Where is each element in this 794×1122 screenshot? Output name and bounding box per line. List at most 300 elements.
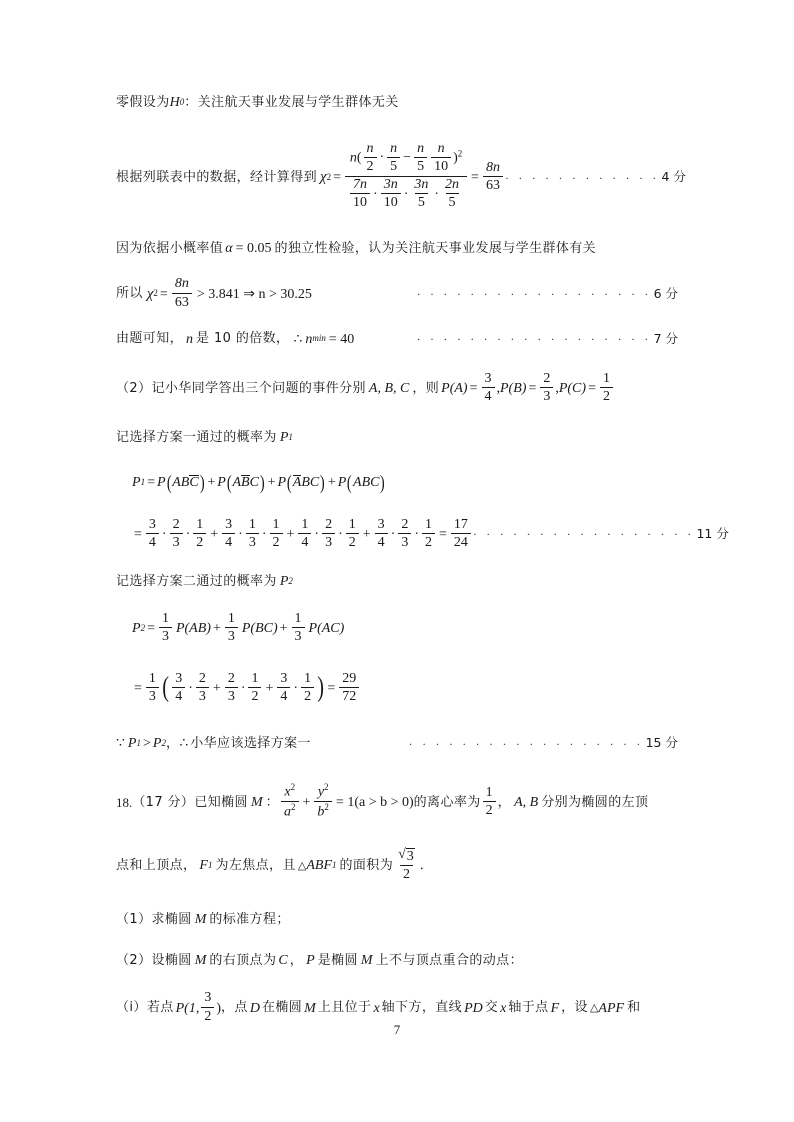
because-symbol: ∵	[116, 736, 125, 752]
c3d: 3	[292, 627, 305, 644]
df4-den: 5	[446, 193, 459, 210]
b-var: b	[317, 804, 325, 820]
nmin-subscript: min	[312, 333, 326, 344]
sub2-text-c: 是椭圆	[317, 953, 358, 969]
p2-formula-line: P 2 = $\frac{1}{3}$ P(AB) + $\frac{1}{3}$ P(BC) + $\frac{1}{3}$ P(AC)	[132, 611, 345, 645]
therefore-symbol: ∴	[293, 331, 303, 347]
p1-result-fraction	[451, 517, 471, 550]
radical-sign: √	[398, 847, 406, 863]
nmin-text-b: 是 10 的倍数，	[196, 331, 290, 347]
pb-num: 2	[543, 370, 551, 386]
alpha-text-b: 的独立性检验，认为关注航天事业发展与学生群体有关	[274, 241, 597, 257]
a-var: a	[284, 804, 292, 820]
sub2i-text-e: 轴下方，直线	[381, 1000, 463, 1016]
pa-num: 3	[484, 370, 492, 386]
p2t2an: 2	[227, 670, 235, 686]
t4f3d: 2	[422, 533, 435, 550]
nf4-num: n	[437, 141, 445, 156]
nf2-den: 5	[387, 157, 400, 174]
t2f1n: 3	[225, 516, 233, 532]
part2-header-line: （2） 记小华同学答出三个问题的事件分别 A, B, C ，则 P(A) = $\frac{3}{4}$ , P(B) = $\frac{2}{3}$ , P(C) = $\frac{1}{2}$	[116, 372, 678, 405]
den-frac-4	[442, 177, 462, 210]
sub2-p-point: P	[306, 953, 315, 969]
sub2i-close-paren: )	[216, 1000, 222, 1016]
p1-term1-cbar: C	[189, 475, 199, 491]
q18-line2	[116, 848, 678, 883]
sub2i-text-i: 和	[627, 1000, 641, 1016]
p2-pbc: P(BC)	[241, 621, 278, 637]
radicand: 3	[406, 849, 414, 865]
prob-c-fraction	[600, 371, 613, 404]
a2-den	[281, 801, 299, 819]
t3f2d: 3	[322, 533, 335, 550]
t1f3n: 1	[196, 516, 204, 532]
area-fraction	[395, 847, 418, 882]
q18-ab-points: A, B	[514, 794, 539, 810]
p2-result-den: 72	[339, 687, 359, 704]
null-hypothesis-line	[116, 92, 678, 113]
df4-num: 2n	[445, 177, 460, 193]
alpha-conclusion-line	[116, 238, 678, 259]
sub2-m2: M	[360, 953, 373, 969]
df1-den: 10	[350, 193, 370, 210]
final-p1-sub: 1	[136, 738, 141, 749]
p2-label-text: 记选择方案二通过的概率为	[116, 573, 277, 589]
t3f3d: 2	[346, 533, 359, 550]
p2-lhs-sub: 2	[140, 622, 146, 633]
final-therefore: ∴	[179, 736, 189, 752]
p1-term1-ab: AB	[172, 475, 190, 491]
num-frac-1	[364, 141, 377, 174]
p1-term3-P: P	[277, 475, 287, 491]
t1f2n: 2	[172, 516, 180, 532]
leader-dots-6: · · · · · · · · · · · · · · · · · ·	[416, 287, 652, 302]
c1d: 3	[159, 627, 172, 644]
p2-equals: =	[147, 621, 155, 637]
focus-f1-sub: 1	[207, 860, 213, 871]
chi-symbol: χ	[320, 169, 327, 186]
prob-a-label: P(A)	[441, 380, 468, 396]
df2-num: 3n	[383, 177, 398, 193]
num-exponent: 2	[457, 148, 463, 159]
sub2i-d-point: D	[249, 1000, 260, 1016]
c1n: 1	[161, 611, 169, 627]
leader-dots-11: · · · · · · · · · · · · · · · · ·	[472, 527, 695, 542]
p1-term3-abar: A	[292, 475, 302, 491]
p2t3bn: 1	[304, 670, 312, 686]
p2t2bn: 1	[251, 670, 259, 686]
part2-text-b: ，则	[412, 380, 440, 396]
nf4-den: 10	[431, 157, 451, 174]
q18-ellipse-m: M	[250, 794, 263, 810]
so-frac-num: 8n	[174, 276, 189, 292]
page-number: 7	[393, 1022, 401, 1037]
result-num: 8n	[485, 160, 500, 176]
part2-text-a: 记小华同学答出三个问题的事件分别	[151, 380, 366, 396]
prob-a-fraction	[482, 371, 495, 404]
sub1-text-a: 求椭圆	[151, 912, 192, 928]
t2f2d: 3	[246, 533, 259, 550]
p2t3ad: 4	[277, 687, 290, 704]
t4f3n: 1	[425, 516, 432, 532]
q18-colon: ：	[265, 794, 280, 810]
p1-t4-f2	[398, 517, 411, 550]
part2-label: （2）	[116, 380, 152, 396]
p2-symbol: P	[279, 574, 289, 590]
p1-term2-P: P	[217, 475, 226, 491]
p1-t2-f1	[222, 517, 235, 550]
p2t3bd: 2	[301, 687, 314, 704]
sub2i-label: （i）	[116, 1000, 147, 1016]
p1-lhs: P	[132, 475, 141, 491]
p1-term3-bc: BC	[301, 475, 320, 491]
p2t3an: 3	[280, 670, 288, 686]
score-leader-11	[473, 525, 729, 544]
nmin-symbol: n	[305, 331, 313, 347]
sub2i-text-c: 在椭圆	[261, 1000, 303, 1016]
b2-den	[314, 801, 332, 819]
final-choice-text: 小华应该选择方案一	[190, 736, 311, 752]
p1-t3-f3	[346, 517, 359, 550]
final-comma: ，	[165, 736, 180, 752]
q18-sub2i-line	[116, 991, 678, 1024]
p1-term1-P: P	[156, 475, 166, 491]
p1-t3-f1	[298, 517, 311, 550]
p1-t4-f3	[422, 517, 435, 550]
p2t1an: 3	[175, 670, 183, 686]
q18l2-text-a: 点和上顶点，	[116, 858, 197, 874]
paren-open-4: (	[347, 471, 353, 494]
t3f1d: 4	[298, 533, 311, 550]
sub2i-f-point: F	[550, 1000, 560, 1016]
sub2-comma: ，	[289, 953, 304, 969]
q18-plus: +	[302, 794, 311, 810]
df2-den: 10	[381, 193, 401, 210]
p1-t1-f3	[193, 517, 206, 550]
so-fraction	[172, 276, 192, 309]
t2f1d: 4	[222, 533, 235, 550]
score-7: 7 分	[653, 330, 678, 346]
paren-open-2: (	[226, 471, 232, 494]
leader-dots-15: · · · · · · · · · · · · · · · · · ·	[408, 736, 644, 751]
p2-t2-b	[248, 671, 261, 704]
q18-text-b: 的离心率为	[413, 794, 481, 810]
p2-t1-b	[196, 671, 209, 704]
q18-text-c: 分别为椭圆的左顶	[541, 794, 649, 810]
paren-close-4: )	[380, 471, 386, 494]
y-var: y	[317, 784, 325, 800]
score-15: 15 分	[645, 735, 678, 751]
sub2i-comma2: ，	[561, 1000, 575, 1016]
h-subscript: 0	[179, 96, 185, 107]
df3-num: 3n	[414, 177, 429, 193]
q18-eccentricity	[483, 785, 496, 818]
y-exp: 2	[324, 782, 329, 793]
pb-den: 3	[540, 387, 553, 404]
p1-t1-f1	[146, 517, 159, 550]
sub2-label: （2）	[116, 953, 152, 969]
p1-plus-1: +	[207, 475, 216, 491]
num-frac-4	[431, 141, 451, 174]
ecc-num: 1	[485, 784, 493, 800]
nmin-value: = 40	[328, 331, 355, 347]
paren-close-1: )	[199, 471, 205, 494]
paren-open-3: (	[287, 471, 292, 494]
p2-label-line	[116, 571, 678, 592]
h-symbol: H	[169, 95, 180, 110]
den-frac-1	[350, 177, 370, 210]
t4f2n: 2	[401, 516, 409, 532]
sub2i-p-fraction	[201, 990, 214, 1023]
num-outer-n: n	[349, 150, 357, 166]
chi-result-fraction	[483, 160, 503, 193]
sub2-text-a: 设椭圆	[151, 953, 192, 969]
sub2i-x-axis-2: x	[500, 1000, 507, 1016]
nf3-den: 5	[414, 157, 427, 174]
df3-den: 5	[415, 193, 428, 210]
t3f2n: 2	[325, 516, 333, 532]
equals-sign: =	[333, 170, 342, 186]
q18-line1	[116, 784, 678, 820]
events-abc: A, B, C	[368, 380, 410, 396]
sub2i-m: M	[304, 1000, 316, 1016]
sub1-label: （1）	[116, 912, 152, 928]
p2-lhs: P	[132, 621, 141, 637]
pc-den: 2	[600, 387, 613, 404]
sub2-c-point: C	[278, 953, 288, 969]
y2-num	[315, 783, 332, 800]
t1f1d: 4	[146, 533, 159, 550]
final-p2-sub: 2	[161, 738, 166, 749]
pc-num: 1	[602, 370, 610, 386]
p1-t3-f2	[322, 517, 335, 550]
n-min-line	[116, 329, 678, 350]
den-frac-3	[411, 177, 431, 210]
score-11: 11 分	[696, 526, 729, 542]
a-exp: 2	[291, 801, 296, 812]
nf2-num: n	[390, 141, 398, 156]
prob-b-fraction	[540, 371, 553, 404]
p1-value-equals: =	[134, 526, 142, 542]
p2-outer-fraction	[146, 671, 159, 704]
prob-c-label: P(C)	[558, 380, 587, 396]
p1-t2-f3	[270, 517, 283, 550]
t2f2n: 1	[248, 516, 256, 532]
x-exp: 2	[290, 782, 296, 793]
p1-label-text: 记选择方案一通过的概率为	[116, 429, 277, 445]
p1-term4-abc: ABC	[353, 475, 380, 491]
p1-plus-2: +	[267, 475, 276, 491]
p1-formula-line	[116, 468, 678, 498]
p2-t1-a	[172, 671, 185, 704]
sub2i-text-b: 点	[234, 1000, 248, 1016]
c2d: 3	[225, 627, 238, 644]
t3f3n: 1	[348, 516, 356, 532]
triangle-symbol: △	[297, 859, 307, 872]
chi-exponent: 2	[326, 171, 332, 182]
leader-dots: · · · · · · · · · · · ·	[504, 170, 660, 185]
p2t2ad: 3	[225, 687, 238, 704]
sub2i-text-f: 交	[484, 1000, 499, 1016]
alpha-value: = 0.05	[235, 241, 272, 257]
sub2i-p-coord: P(1,	[175, 1000, 200, 1016]
triangle-abf-sub: 1	[332, 860, 337, 871]
score-4: 4 分	[661, 169, 686, 185]
p1-result-den: 24	[451, 533, 471, 550]
t1f2d: 3	[170, 533, 183, 550]
p2-pac: P(AC)	[308, 621, 345, 637]
t1f3d: 2	[193, 533, 206, 550]
p2-pab: P(AB)	[175, 621, 211, 637]
sub2i-text-h: 设	[574, 1000, 588, 1016]
alpha-symbol: α	[225, 241, 233, 257]
area-num	[395, 847, 418, 865]
paren-close-3: )	[320, 471, 325, 494]
p1-term2-c: C	[249, 475, 259, 491]
null-hypothesis-prefix: 零假设为	[116, 94, 170, 110]
den-frac-2	[381, 177, 401, 210]
sub2i-text-g: 轴于点	[508, 1000, 549, 1016]
p2-value-equals: =	[134, 680, 142, 696]
p2-coef-1	[159, 611, 172, 644]
paren-close-p2: )	[317, 672, 325, 704]
sub2i-triangle: △	[589, 1001, 599, 1014]
result-den: 63	[483, 176, 503, 193]
chi-square-fraction	[345, 142, 467, 211]
leader-dots-7: · · · · · · · · · · · · · · · · · ·	[416, 332, 652, 347]
sub2i-comma: ，	[221, 1000, 235, 1016]
p2-t3-a	[277, 671, 290, 704]
paren-open-p2: (	[162, 672, 169, 704]
pa-den: 4	[482, 387, 495, 404]
p2-result-num: 29	[342, 670, 357, 686]
so-chi-exp: 2	[153, 288, 158, 299]
q18l2-text-b: 为左焦点，且	[215, 858, 296, 874]
score-leader-4	[505, 168, 686, 187]
sub2i-text-a: 若点	[146, 1000, 174, 1016]
equals-sign-2: =	[471, 170, 479, 186]
p1-result-num: 17	[453, 516, 468, 532]
b-exp: 2	[324, 801, 329, 812]
p2t1bn: 2	[198, 670, 206, 686]
area-den: 2	[400, 865, 413, 882]
chi-denominator: $\frac{7n}{10}$ · $\frac{3n}{10}$ · $\frac{3n}{5}$ · $\frac{2n}{5}$	[345, 176, 467, 211]
p2-subscript: 2	[288, 575, 293, 586]
sqrt-icon	[398, 847, 415, 864]
p2t1ad: 4	[172, 687, 185, 704]
final-p1: P	[127, 736, 137, 752]
final-choice-line	[116, 733, 678, 754]
p2-t2-a	[225, 671, 238, 704]
q18-y2-over-b2	[314, 783, 332, 819]
page-content	[116, 92, 729, 1025]
so-equals: =	[159, 286, 168, 302]
q18-number: 18.	[116, 794, 133, 810]
p1-term4-P: P	[337, 475, 347, 491]
triangle-abf: ABF	[306, 858, 332, 874]
chi-square-line	[116, 141, 686, 212]
score-leader-15	[311, 734, 678, 753]
nf1-num: n	[366, 141, 374, 156]
sub2-text-d: 上不与顶点重合的动点：	[375, 953, 523, 969]
q18-sub1-line	[116, 909, 678, 930]
t3f1n: 1	[301, 516, 309, 532]
p1-t2-f2	[246, 517, 259, 550]
nmin-text-a: 由题可知，	[116, 331, 184, 347]
prob-b-label: P(B)	[500, 380, 527, 396]
q18-eq-one: = 1(a > b > 0)	[335, 794, 414, 810]
so-lead: 所以	[116, 286, 143, 302]
paren-close-2: )	[259, 471, 265, 494]
p1-t1-f2	[170, 517, 183, 550]
p2-value-line: = $\frac{1}{3}$ ( $\frac{3}{4}$ · $\frac{2}{3}$ + $\frac{2}{3}$ · $\frac{1}{2}$ + $\frac{3}{4}$ · $\frac{1}{2}$ ) = $\frac{29}{72}$	[116, 667, 678, 709]
t4f2d: 3	[398, 533, 411, 550]
p1-plus-3: +	[327, 475, 336, 491]
p1-label-line	[116, 427, 678, 448]
p2-out-den: 3	[146, 687, 159, 704]
df1-num: 7n	[353, 177, 368, 193]
so-frac-den: 63	[172, 293, 192, 310]
focus-f1: F	[199, 858, 208, 874]
q18l2-text-c: 的面积为	[339, 858, 394, 874]
t2f3n: 1	[272, 516, 280, 532]
p2-coef-3	[292, 611, 305, 644]
sub2i-apf: APF	[598, 1000, 625, 1016]
x2-num	[281, 783, 298, 800]
sub1-text-b: 的标准方程；	[209, 912, 290, 928]
q18-points: （17 分）	[132, 794, 195, 810]
x-var: x	[284, 784, 291, 800]
n-symbol: n	[186, 331, 194, 347]
p1-term2-bbar: B	[241, 475, 250, 491]
score-6: 6 分	[653, 285, 678, 301]
p2-out-num: 1	[148, 670, 156, 686]
p2-result-fraction	[339, 671, 359, 704]
p2t2bd: 2	[248, 687, 261, 704]
sub2i-pn: 3	[204, 990, 212, 1006]
sub2-m: M	[194, 953, 207, 969]
p2-t3-b	[301, 671, 314, 704]
q18-x2-over-a2	[281, 783, 299, 819]
sub2i-text-d: 上且位于	[317, 1000, 372, 1016]
num-frac-2	[387, 141, 400, 174]
so-rest: > 3.841 ⇒ n > 30.25	[196, 286, 312, 302]
null-hypothesis-text: 关注航天事业发展与学生群体无关	[197, 94, 399, 110]
p1-equals: =	[147, 475, 155, 491]
q18-text-a: 已知椭圆	[194, 794, 248, 810]
p1-t4-f1	[375, 517, 388, 550]
nf1-den: 2	[364, 157, 377, 174]
nf3-num: n	[417, 141, 425, 156]
alpha-text-a: 因为依据小概率值	[116, 241, 224, 257]
chi-threshold-line	[116, 277, 678, 310]
t1f1n: 3	[148, 516, 156, 532]
p1-term2-a: A	[232, 475, 242, 491]
q18-sub2-line	[116, 950, 678, 971]
t2f3d: 2	[270, 533, 283, 550]
score-leader-7	[354, 330, 678, 349]
chi-numerator: n( $\frac{n}{2}$ · $\frac{n}{5}$ − $\frac{n}{5}$ $\frac{n}{10}$ )$^2$	[349, 141, 463, 175]
ecc-den: 2	[483, 801, 496, 818]
greater-than: >	[142, 736, 151, 752]
sub2i-pd-line: PD	[464, 1000, 483, 1016]
p1-symbol: P	[279, 429, 289, 445]
sub2i-pd: 2	[201, 1007, 214, 1024]
score-leader-6	[312, 285, 678, 304]
sub1-m: M	[194, 912, 207, 928]
p1-subscript: 1	[288, 431, 293, 442]
final-p2: P	[152, 736, 162, 752]
